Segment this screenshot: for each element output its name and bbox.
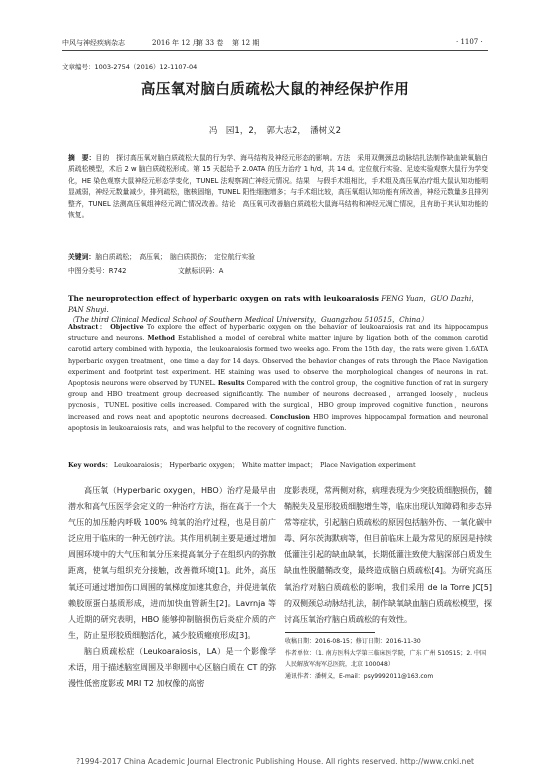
conclusion-label: Conclusion	[270, 412, 310, 421]
keywords-en-label: Key words：	[68, 461, 112, 469]
conclusion-text: HBO improves hippocampal formation and neuronal apoptosis in leukoaraiosis rats，and was helpful to the recovery of cognitive function.	[68, 412, 488, 432]
keywords-text: 脑白质疏松； 高压氧； 脑白质损伤； 定位航行实验	[95, 253, 255, 261]
method-label: Method	[147, 334, 175, 343]
body-paragraph: 度影表现，常两侧对称，病理表现为少突胶质细胞损伤，髓鞘脱失及星形胶质细胞增生等，临床出现认知障碍和步态异常等症状，引起脑白质疏松的原因包括脑外伤、一氧化碳中毒、阿尔茨海默病等，但目前临床上最为常见的原因是持续低灌注引起的缺血缺氧，长期低灌注致使大脑深部白质发生缺血性脱髓鞘改变，最终造成脑白质疏松[4]。为研究高压氧治疗对脑白质疏松的影响，我们采用 de la Torre JC[5] 的双侧颈总动脉结扎法，制作缺氧缺血脑白质疏松模型，探讨高压氧治疗脑白质疏松的有效性。	[284, 486, 492, 624]
authors-chinese: 冯 园1，2， 郭大志2， 潘树义2	[208, 126, 342, 136]
document-code: 文献标识码：A	[178, 267, 224, 275]
english-title-block	[68, 294, 488, 326]
keywords-label: 关键词：	[68, 253, 96, 261]
abstract-en-label: Abstract：	[68, 323, 108, 331]
abstract-english	[68, 322, 488, 434]
author-affiliation: 作者单位：（1. 南方医科大学第三临床医学院，广东 广州 510515；2. 中国人民解放军海军总医院，北京 100048）	[285, 649, 486, 668]
footnotes	[285, 636, 490, 682]
issue-date: 2016 年 12 月	[152, 39, 200, 47]
abstract-text: 目的 探讨高压氧对脑白质疏松大鼠的行为学、海马结构及神经元形态的影响。方法 采用双侧颈总动脉结扎法制作缺血缺氧脑白质疏松模型，术后 2 w 脑白质疏松形成。第 15 天起给予 2.0ATA 的压力治疗 1 h/d，共 14 d。定位航行实验、足迹实验观察大鼠行为学变化，HE 染色观察大鼠神经元形态学变化，TUNEL 法观察凋亡神经元情况。结果 与假手术组相比，手术组及高压氧治疗组大鼠认知功能明显减弱，神经元数量减少，排列疏松，胞核固缩，TUNEL 阳性细胞增多；与手术组比较，高压氧组认知功能有所改善，神经元数量多且排列整齐，TUNEL 法测高压氧组神经元凋亡情况改善。结论 高压氧可改善脑白质疏松大鼠海马结构和神经元凋亡情况，且有助于其认知功能的恢复。	[68, 154, 488, 220]
method-text: Established a model of cerebral white matter injure by ligation both of the common carotid carotid artery combined with hypoxia，the leukoaraiosis formed two weeks ago. From the 15th day，the rats were given 1.6ATA hyperbaric oxygen treatment，one time a day for 14 days. Observed the behavior changes of rats through the Place Navigation experiment and footprint test experiment. HE staining was used to observe the morphological changes of neurons in rat. Apoptosis neurons were observed by TUNEL.	[68, 334, 488, 388]
issue-number: 第 12 期	[232, 39, 260, 47]
keywords-chinese	[68, 251, 488, 261]
journal-name: 中风与神经疾病杂志	[62, 39, 125, 47]
affiliation-english: （The third Clinical Medical School of Southern Medical University，Guangzhou 510515，China）	[68, 315, 428, 324]
keywords-english	[68, 460, 488, 469]
page-number: · 1107 ·	[456, 38, 483, 46]
body-paragraph: 脑白质疏松症（Leukoaraiosis，LA）是一个影像学术语，用于描述脑室周围及半卵圆中心区脑白质在 CT 的弥漫性低密度影或 MRI T2 加权像的高密	[68, 646, 276, 689]
copyright-footer: ?1994-2017 China Academic Journal Electronic Publishing House. All rights reserved. http://www.cnki.net	[75, 757, 474, 766]
objective-text: To explore the effect of hyperbaric oxygen on the behavior of leukoaraiosis rat and its hippocampus structure and neurons.	[68, 323, 488, 343]
title-chinese: 高压氧对脑白质疏松大鼠的神经保护作用	[140, 82, 410, 98]
results-label: Results	[217, 379, 245, 388]
keywords-en-text: Leukoaraiosis； Hyperbaric oxygen； White matter impact； Place Navigation experiment	[113, 461, 416, 469]
objective-label: Objective	[110, 323, 144, 331]
corresponding-author: 通讯作者：潘树义，E-mail：psy9992011@163.com	[285, 672, 434, 680]
abstract-chinese	[68, 153, 488, 221]
received-date: 收稿日期：2016-08-15；修订日期：2016-11-30	[285, 638, 421, 645]
article-id: 文章编号：1003-2754（2016）12-1107-04	[62, 63, 198, 71]
abstract-label: 摘 要：	[68, 154, 96, 162]
header-rule	[62, 50, 488, 51]
authors-english: FENG Yuan，GUO Dazhi，PAN Shuyi.	[68, 294, 479, 314]
clc-number: 中图分类号：R742	[68, 267, 127, 275]
body-column-right	[284, 483, 492, 628]
results-text: Compared with the control group，the cognitive function of rat in surgery group and HBO treatment group decreased significantly. The number of neurons decreased，arranged loosely，nucleus pycnosis，TUNEL positive cells increased. Compared with the surgical，HBO group improved cognitive function，neurons increased and rows neat and apoptotic neurons decreased.	[68, 379, 488, 421]
body-column-left	[68, 483, 276, 692]
title-english: The neuroprotection effect of hyperbaric oxygen on rats with leukoaraiosis	[68, 294, 379, 303]
footnote-rule	[285, 632, 375, 633]
body-paragraph: 高压氧（Hyperbaric oxygen，HBO）治疗是最早由潜水和高气压医学会定义的一种治疗方法，指在高于一个大气压的加压舱内呼吸 100% 纯氧的治疗过程，也是目前广泛应用于临床的一种无创疗法。其作用机制主要是通过增加周围环境中的大气压和氧分压来提高氧分子在组织内的弥散距离，使氧与组织充分接触，改善微环境[1]。此外，高压氧还可通过增加伤口周围的氧梯度加速其愈合，并促进氧依赖胶原蛋白基质形成，进而加快血管新生[2]。Lavrnja 等人近期的研究表明，HBO 能够抑制脑损伤后炎症介质的产生，防止星形胶质细胞活化，减少胶质瘢痕形成[3]。	[68, 486, 276, 640]
volume: 第 33 卷	[196, 39, 224, 47]
